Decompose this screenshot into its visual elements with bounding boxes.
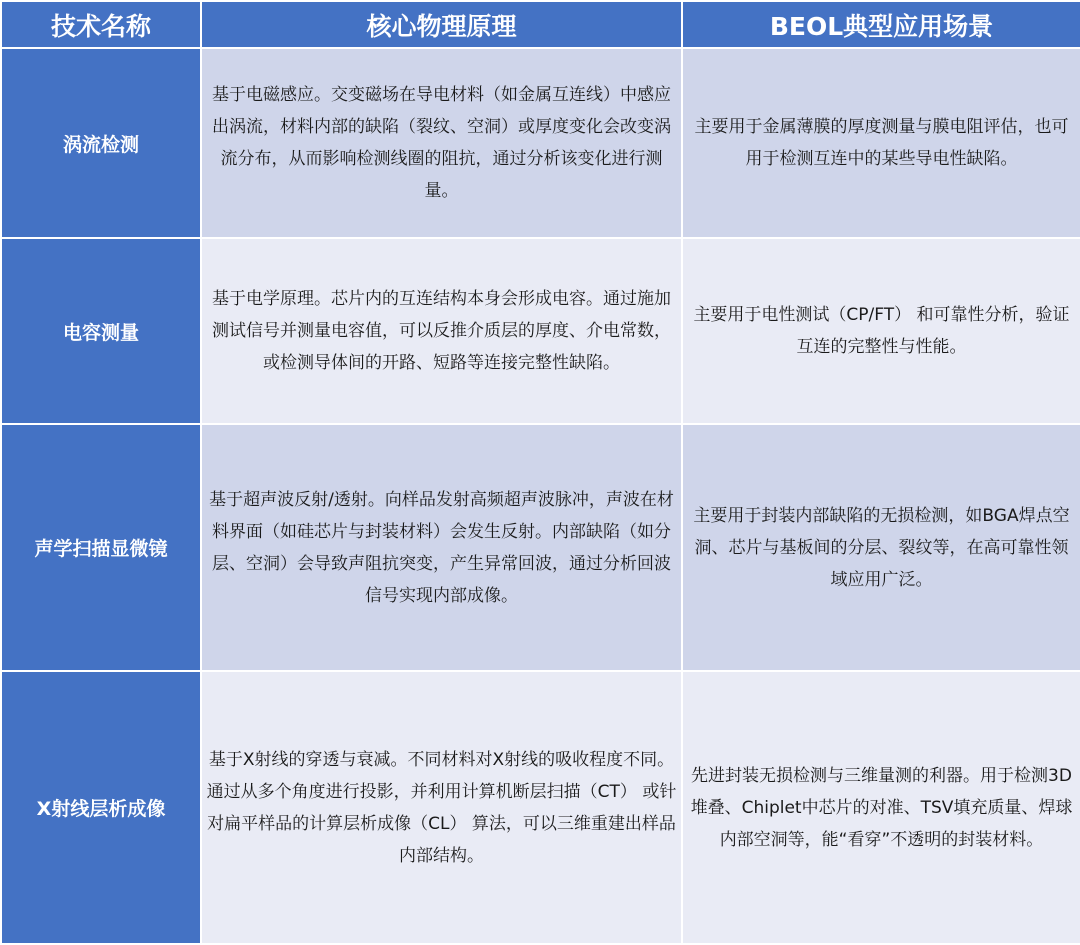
application-cell: 主要用于封装内部缺陷的无损检测，如BGA焊点空洞、芯片与基板间的分层、裂纹等，在高可靠性领域应用广泛。 (682, 424, 1080, 671)
principle-cell: 基于电磁感应。交变磁场在导电材料（如金属互连线）中感应出涡流，材料内部的缺陷（裂纹、空洞）或厚度变化会改变涡流分布，从而影响检测线圈的阻抗，通过分析该变化进行测量。 (201, 48, 682, 238)
application-cell: 先进封装无损检测与三维量测的利器。用于检测3D堆叠、Chiplet中芯片的对准、TSV填充质量、焊球内部空洞等，能“看穿”不透明的封装材料。 (682, 671, 1080, 944)
application-cell: 主要用于金属薄膜的厚度测量与膜电阻评估，也可用于检测互连中的某些导电性缺陷。 (682, 48, 1080, 238)
technology-name-cell: 电容测量 (1, 238, 201, 424)
principle-cell: 基于超声波反射/透射。向样品发射高频超声波脉冲，声波在材料界面（如硅芯片与封装材料）会发生反射。内部缺陷（如分层、空洞）会导致声阻抗突变，产生异常回波，通过分析回波信号实现内部成像。 (201, 424, 682, 671)
technology-name-cell: X射线层析成像 (1, 671, 201, 944)
table-row (1, 671, 1080, 944)
table-row (1, 424, 1080, 671)
table-row (1, 238, 1080, 424)
table-header-row (1, 1, 1080, 48)
principle-cell: 基于电学原理。芯片内的互连结构本身会形成电容。通过施加测试信号并测量电容值，可以反推介质层的厚度、介电常数，或检测导体间的开路、短路等连接完整性缺陷。 (201, 238, 682, 424)
header-core-principle: 核心物理原理 (201, 1, 682, 48)
header-technology-name: 技术名称 (1, 1, 201, 48)
technology-name-cell: 声学扫描显微镜 (1, 424, 201, 671)
application-cell: 主要用于电性测试（CP/FT） 和可靠性分析，验证互连的完整性与性能。 (682, 238, 1080, 424)
technology-name-cell: 涡流检测 (1, 48, 201, 238)
principle-cell: 基于X射线的穿透与衰减。不同材料对X射线的吸收程度不同。通过从多个角度进行投影，并利用计算机断层扫描（CT） 或针对扁平样品的计算层析成像（CL） 算法，可以三维重建出样品内部结构。 (201, 671, 682, 944)
table-row (1, 48, 1080, 238)
header-beol-application: BEOL典型应用场景 (682, 1, 1080, 48)
